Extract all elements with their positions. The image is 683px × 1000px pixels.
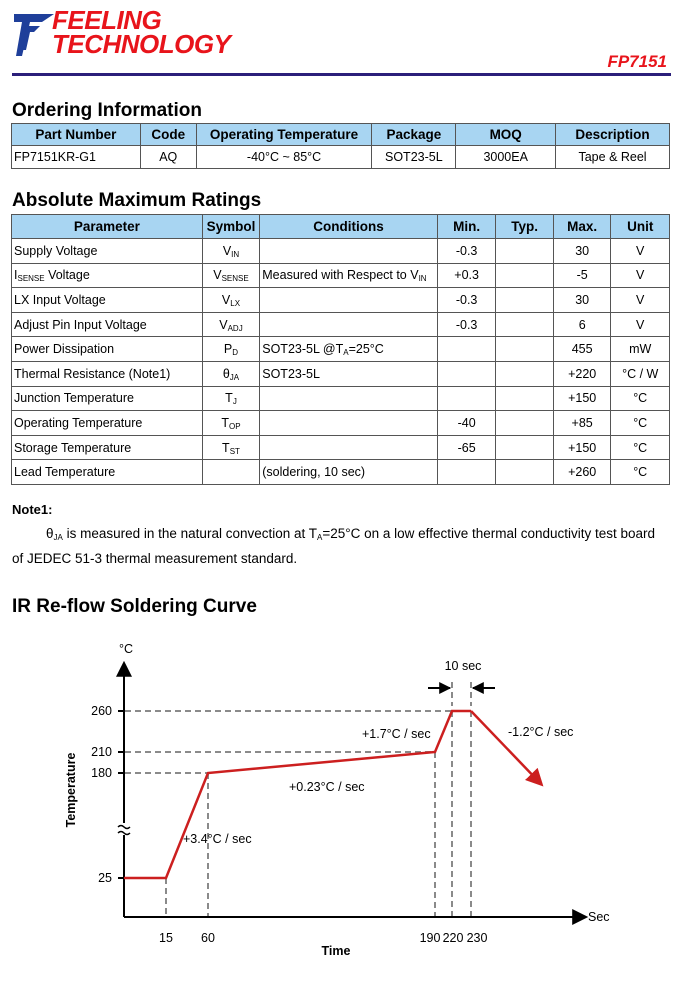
cell-typ — [496, 239, 554, 264]
cell-unit: °C — [611, 411, 670, 436]
ordering-table — [11, 123, 670, 169]
cell-symbol: $V_{IN}$ — [202, 239, 260, 264]
cell-conditions: (soldering, 10 sec) — [260, 460, 438, 485]
note-theta-sub: JA — [53, 533, 63, 542]
cell-parameter: Supply Voltage — [12, 239, 203, 264]
ordering-header-row — [12, 124, 670, 146]
cell-parameter: Operating Temperature — [12, 411, 203, 436]
x-tick-15: 15 — [159, 931, 173, 945]
col-max: Max. — [553, 215, 611, 239]
part-id: FP7151 — [607, 52, 667, 71]
cell-min — [437, 361, 496, 386]
note-title: Note1: — [12, 502, 53, 517]
col-typ: Typ. — [496, 215, 554, 239]
table-row — [12, 288, 670, 313]
table-row — [12, 312, 670, 337]
cell-unit: V — [611, 288, 670, 313]
axis-break-icon — [117, 823, 131, 835]
company-logo-mark — [12, 10, 56, 60]
cell-unit: °C — [611, 460, 670, 485]
cell-typ — [496, 460, 554, 485]
cell-parameter: Storage Temperature — [12, 435, 203, 460]
x-axis-label: Time — [321, 944, 351, 958]
cell-conditions — [260, 312, 438, 337]
col-conditions: Conditions — [260, 215, 438, 239]
cell-max: 30 — [553, 239, 611, 264]
table-row — [12, 411, 670, 436]
cell-min: -0.3 — [437, 312, 496, 337]
col-symbol: Symbol — [202, 215, 260, 239]
note-text-1: is measured in the natural convection at T — [62, 526, 317, 541]
y-tick-25: 25 — [98, 871, 112, 885]
cell-max: +85 — [553, 411, 611, 436]
slope-label-cooling: -1.2°C / sec — [508, 725, 574, 739]
width-label: 10 sec — [444, 659, 482, 673]
cell-max: +150 — [553, 386, 611, 411]
cell-unit: °C / W — [611, 361, 670, 386]
cell-min: -0.3 — [437, 288, 496, 313]
cell-moq: 3000EA — [456, 146, 556, 169]
cell-parameter: $I_{SENSE}$ Voltage — [12, 263, 203, 288]
cell-max: 30 — [553, 288, 611, 313]
y-unit-label: °C — [119, 642, 134, 656]
slope-label-ramp: +3.4°C / sec — [183, 832, 252, 846]
table-row — [12, 435, 670, 460]
cell-package: SOT23-5L — [372, 146, 456, 169]
table-row — [12, 361, 670, 386]
cell-min — [437, 337, 496, 362]
y-tick-210: 210 — [91, 745, 112, 759]
x-tick-190: 190 — [419, 931, 441, 945]
slope-label-soak: +0.23°C / sec — [289, 780, 365, 794]
cell-conditions: SOT23-5L — [260, 361, 438, 386]
cell-description: Tape & Reel — [556, 146, 670, 169]
cell-conditions — [260, 386, 438, 411]
cell-unit: V — [611, 312, 670, 337]
cell-parameter: Thermal Resistance (Note1) — [12, 361, 203, 386]
table-row — [12, 146, 670, 169]
cell-typ — [496, 337, 554, 362]
cell-parameter: LX Input Voltage — [12, 288, 203, 313]
cell-typ — [496, 361, 554, 386]
cell-conditions — [260, 435, 438, 460]
col-moq: MOQ — [456, 124, 556, 146]
cell-conditions — [260, 411, 438, 436]
slope-label-ramp-to-peak: +1.7°C / sec — [362, 727, 431, 741]
cell-typ — [496, 312, 554, 337]
cell-typ — [496, 435, 554, 460]
cell-parameter: Junction Temperature — [12, 386, 203, 411]
table-row — [12, 239, 670, 264]
cell-symbol: $P_D$ — [202, 337, 260, 362]
y-tick-180: 180 — [91, 766, 112, 780]
cell-symbol: $T_J$ — [202, 386, 260, 411]
cell-unit: V — [611, 263, 670, 288]
table-row — [12, 263, 670, 288]
col-description: Description — [556, 124, 670, 146]
cooling-arrow — [471, 711, 541, 784]
cell-max: 455 — [553, 337, 611, 362]
cell-min: -0.3 — [437, 239, 496, 264]
cell-min — [437, 386, 496, 411]
cell-max: -5 — [553, 263, 611, 288]
y-axis-label: Temperature — [64, 752, 78, 828]
cell-symbol — [202, 460, 260, 485]
cell-symbol: $V_{LX}$ — [202, 288, 260, 313]
company-logo-text: FEELING TECHNOLOGY — [52, 5, 231, 59]
cell-conditions — [260, 288, 438, 313]
cell-unit: mW — [611, 337, 670, 362]
cell-symbol: $V_{SENSE}$ — [202, 263, 260, 288]
reflow-chart — [0, 630, 683, 970]
cell-parameter: Lead Temperature — [12, 460, 203, 485]
cell-parameter: Power Dissipation — [12, 337, 203, 362]
cell-typ — [496, 386, 554, 411]
cell-typ — [496, 263, 554, 288]
cell-unit: V — [611, 239, 670, 264]
ratings-header-row — [12, 215, 670, 239]
cell-typ — [496, 288, 554, 313]
col-parameter: Parameter — [12, 215, 203, 239]
guide-lines — [125, 682, 471, 917]
cell-symbol: $T_{OP}$ — [202, 411, 260, 436]
cell-min — [437, 460, 496, 485]
col-part-number: Part Number — [12, 124, 141, 146]
cell-max: +260 — [553, 460, 611, 485]
ratings-title: Absolute Maximum Ratings — [12, 190, 262, 211]
cell-conditions: SOT23-5L $@T_A=25^\circ C$ — [260, 337, 438, 362]
col-package: Package — [372, 124, 456, 146]
cell-parameter: Adjust Pin Input Voltage — [12, 312, 203, 337]
col-unit: Unit — [611, 215, 670, 239]
note-body — [12, 521, 670, 571]
header-rule — [12, 73, 671, 76]
cell-min: -40 — [437, 411, 496, 436]
cell-operating-temperature: -40°C ~ 85°C — [196, 146, 372, 169]
y-tick-260: 260 — [91, 704, 112, 718]
x-tick-60: 60 — [201, 931, 215, 945]
cell-part-number: FP7151KR-G1 — [12, 146, 141, 169]
table-row — [12, 460, 670, 485]
table-row — [12, 386, 670, 411]
cell-max: 6 — [553, 312, 611, 337]
cell-min: -65 — [437, 435, 496, 460]
cell-conditions: Measured with Respect to $V_{IN}$ — [260, 263, 438, 288]
x-tick-220: 220 — [442, 931, 464, 945]
cell-symbol: $\theta_{JA}$ — [202, 361, 260, 386]
reflow-title: IR Re-flow Soldering Curve — [12, 596, 257, 617]
cell-min: +0.3 — [437, 263, 496, 288]
ordering-title: Ordering Information — [12, 100, 202, 121]
note-t-sub: A — [317, 533, 323, 542]
col-code: Code — [140, 124, 196, 146]
x-unit-label: Sec — [588, 910, 610, 924]
cell-unit: °C — [611, 435, 670, 460]
cell-max: +150 — [553, 435, 611, 460]
cell-symbol: $T_{ST}$ — [202, 435, 260, 460]
cell-max: +220 — [553, 361, 611, 386]
col-operating-temperature: Operating Temperature — [196, 124, 372, 146]
cell-code: AQ — [140, 146, 196, 169]
note-theta: θ — [46, 526, 54, 541]
x-tick-230: 230 — [466, 931, 488, 945]
cell-unit: °C — [611, 386, 670, 411]
cell-conditions — [260, 239, 438, 264]
ratings-table — [11, 214, 670, 485]
cell-typ — [496, 411, 554, 436]
cell-symbol: $V_{ADJ}$ — [202, 312, 260, 337]
col-min: Min. — [437, 215, 496, 239]
note-text-2: =25°C on a low effective thermal conductivity test board of JEDEC 51-3 thermal measurement standard. — [12, 526, 656, 566]
table-row — [12, 337, 670, 362]
